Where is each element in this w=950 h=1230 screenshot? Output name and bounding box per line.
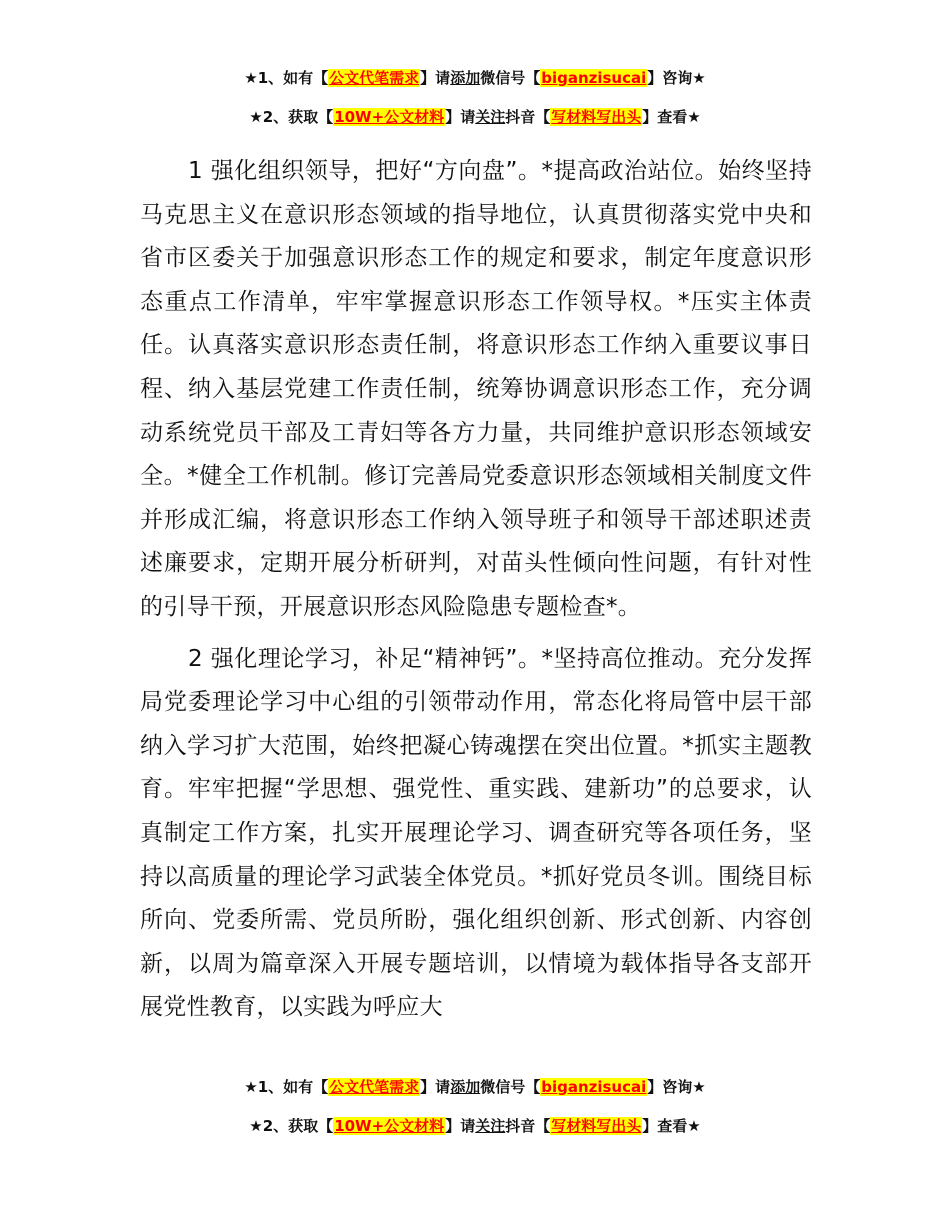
banner-prefix: ★2、获取【 bbox=[249, 1117, 334, 1135]
banner-wechat-id: biganzisucai bbox=[541, 1078, 647, 1096]
banner-mid2: 微信号【 bbox=[480, 1078, 541, 1096]
banner-suffix: 】咨询★ bbox=[647, 69, 706, 87]
banner-wechat-id: biganzisucai bbox=[541, 69, 647, 87]
banner-mid: 】请 bbox=[420, 69, 451, 87]
banner-highlight: 公文代笔需求 bbox=[329, 1078, 420, 1096]
banner-suffix: 】查看★ bbox=[642, 108, 701, 126]
footer-banner-line-1 bbox=[0, 1076, 950, 1098]
banner-mid2: 抖音【 bbox=[505, 108, 551, 126]
banner-douyin-id: 写材料写出头 bbox=[551, 1117, 642, 1135]
banner-mid: 】请 bbox=[445, 1117, 476, 1135]
banner-emphasis: 关注 bbox=[475, 1117, 506, 1135]
banner-mid2: 微信号【 bbox=[480, 69, 541, 87]
banner-mid: 】请 bbox=[445, 108, 476, 126]
banner-douyin-id: 写材料写出头 bbox=[551, 108, 642, 126]
header-banner-line-1 bbox=[0, 67, 950, 89]
banner-emphasis: 添加 bbox=[450, 69, 481, 87]
footer-banner-line-2 bbox=[0, 1115, 950, 1137]
banner-highlight: 10W+公文材料 bbox=[334, 1117, 445, 1135]
banner-highlight: 10W+公文材料 bbox=[334, 108, 445, 126]
banner-emphasis: 添加 bbox=[450, 1078, 481, 1096]
header-banner-line-2 bbox=[0, 106, 950, 128]
paragraph-2: 2 强化理论学习，补足“精神钙”。*坚持高位推动。充分发挥局党委理论学习中心组的引领带动作用，常态化将局管中层干部纳入学习扩大范围，始终把凝心铸魂摆在突出位置。*抓实主题教育。牢牢把握“学思想、强党性、重实践、建新功”的总要求，认真制定工作方案，扎实开展理论学习、调查研究等各项任务，坚持以高质量的理论学习武装全体党员。*抓好党员冬训。围绕目标所向、党委所需、党员所盼，强化组织创新、形式创新、内容创新，以周为篇章深入开展专题培训，以情境为载体指导各支部开展党性教育，以实践为呼应大 bbox=[140, 645, 812, 1021]
banner-mid: 】请 bbox=[420, 1078, 451, 1096]
banner-mid2: 抖音【 bbox=[505, 1117, 551, 1135]
banner-emphasis: 关注 bbox=[475, 108, 506, 126]
banner-highlight: 公文代笔需求 bbox=[329, 69, 420, 87]
banner-prefix: ★1、如有【 bbox=[244, 1078, 329, 1096]
banner-prefix: ★1、如有【 bbox=[244, 69, 329, 87]
paragraph-1: 1 强化组织领导，把好“方向盘”。*提高政治站位。始终坚持马克思主义在意识形态领域的指导地位，认真贯彻落实党中央和省市区委关于加强意识形态工作的规定和要求，制定年度意识形态重点工作清单，牢牢掌握意识形态工作领导权。*压实主体责任。认真落实意识形态责任制，将意识形态工作纳入重要议事日程、纳入基层党建工作责任制，统筹协调意识形态工作，充分调动系统党员干部及工青妇等各方力量，共同维护意识形态领域安全。*健全工作机制。修订完善局党委意识形态领域相关制度文件并形成汇编，将意识形态工作纳入领导班子和领导干部述职述责述廉要求，定期开展分析研判，对苗头性倾向性问题，有针对性的引导干预，开展意识形态风险隐患专题检查*。 bbox=[140, 158, 812, 620]
banner-prefix: ★2、获取【 bbox=[249, 108, 334, 126]
banner-suffix: 】咨询★ bbox=[647, 1078, 706, 1096]
document-body bbox=[140, 150, 812, 1030]
banner-suffix: 】查看★ bbox=[642, 1117, 701, 1135]
